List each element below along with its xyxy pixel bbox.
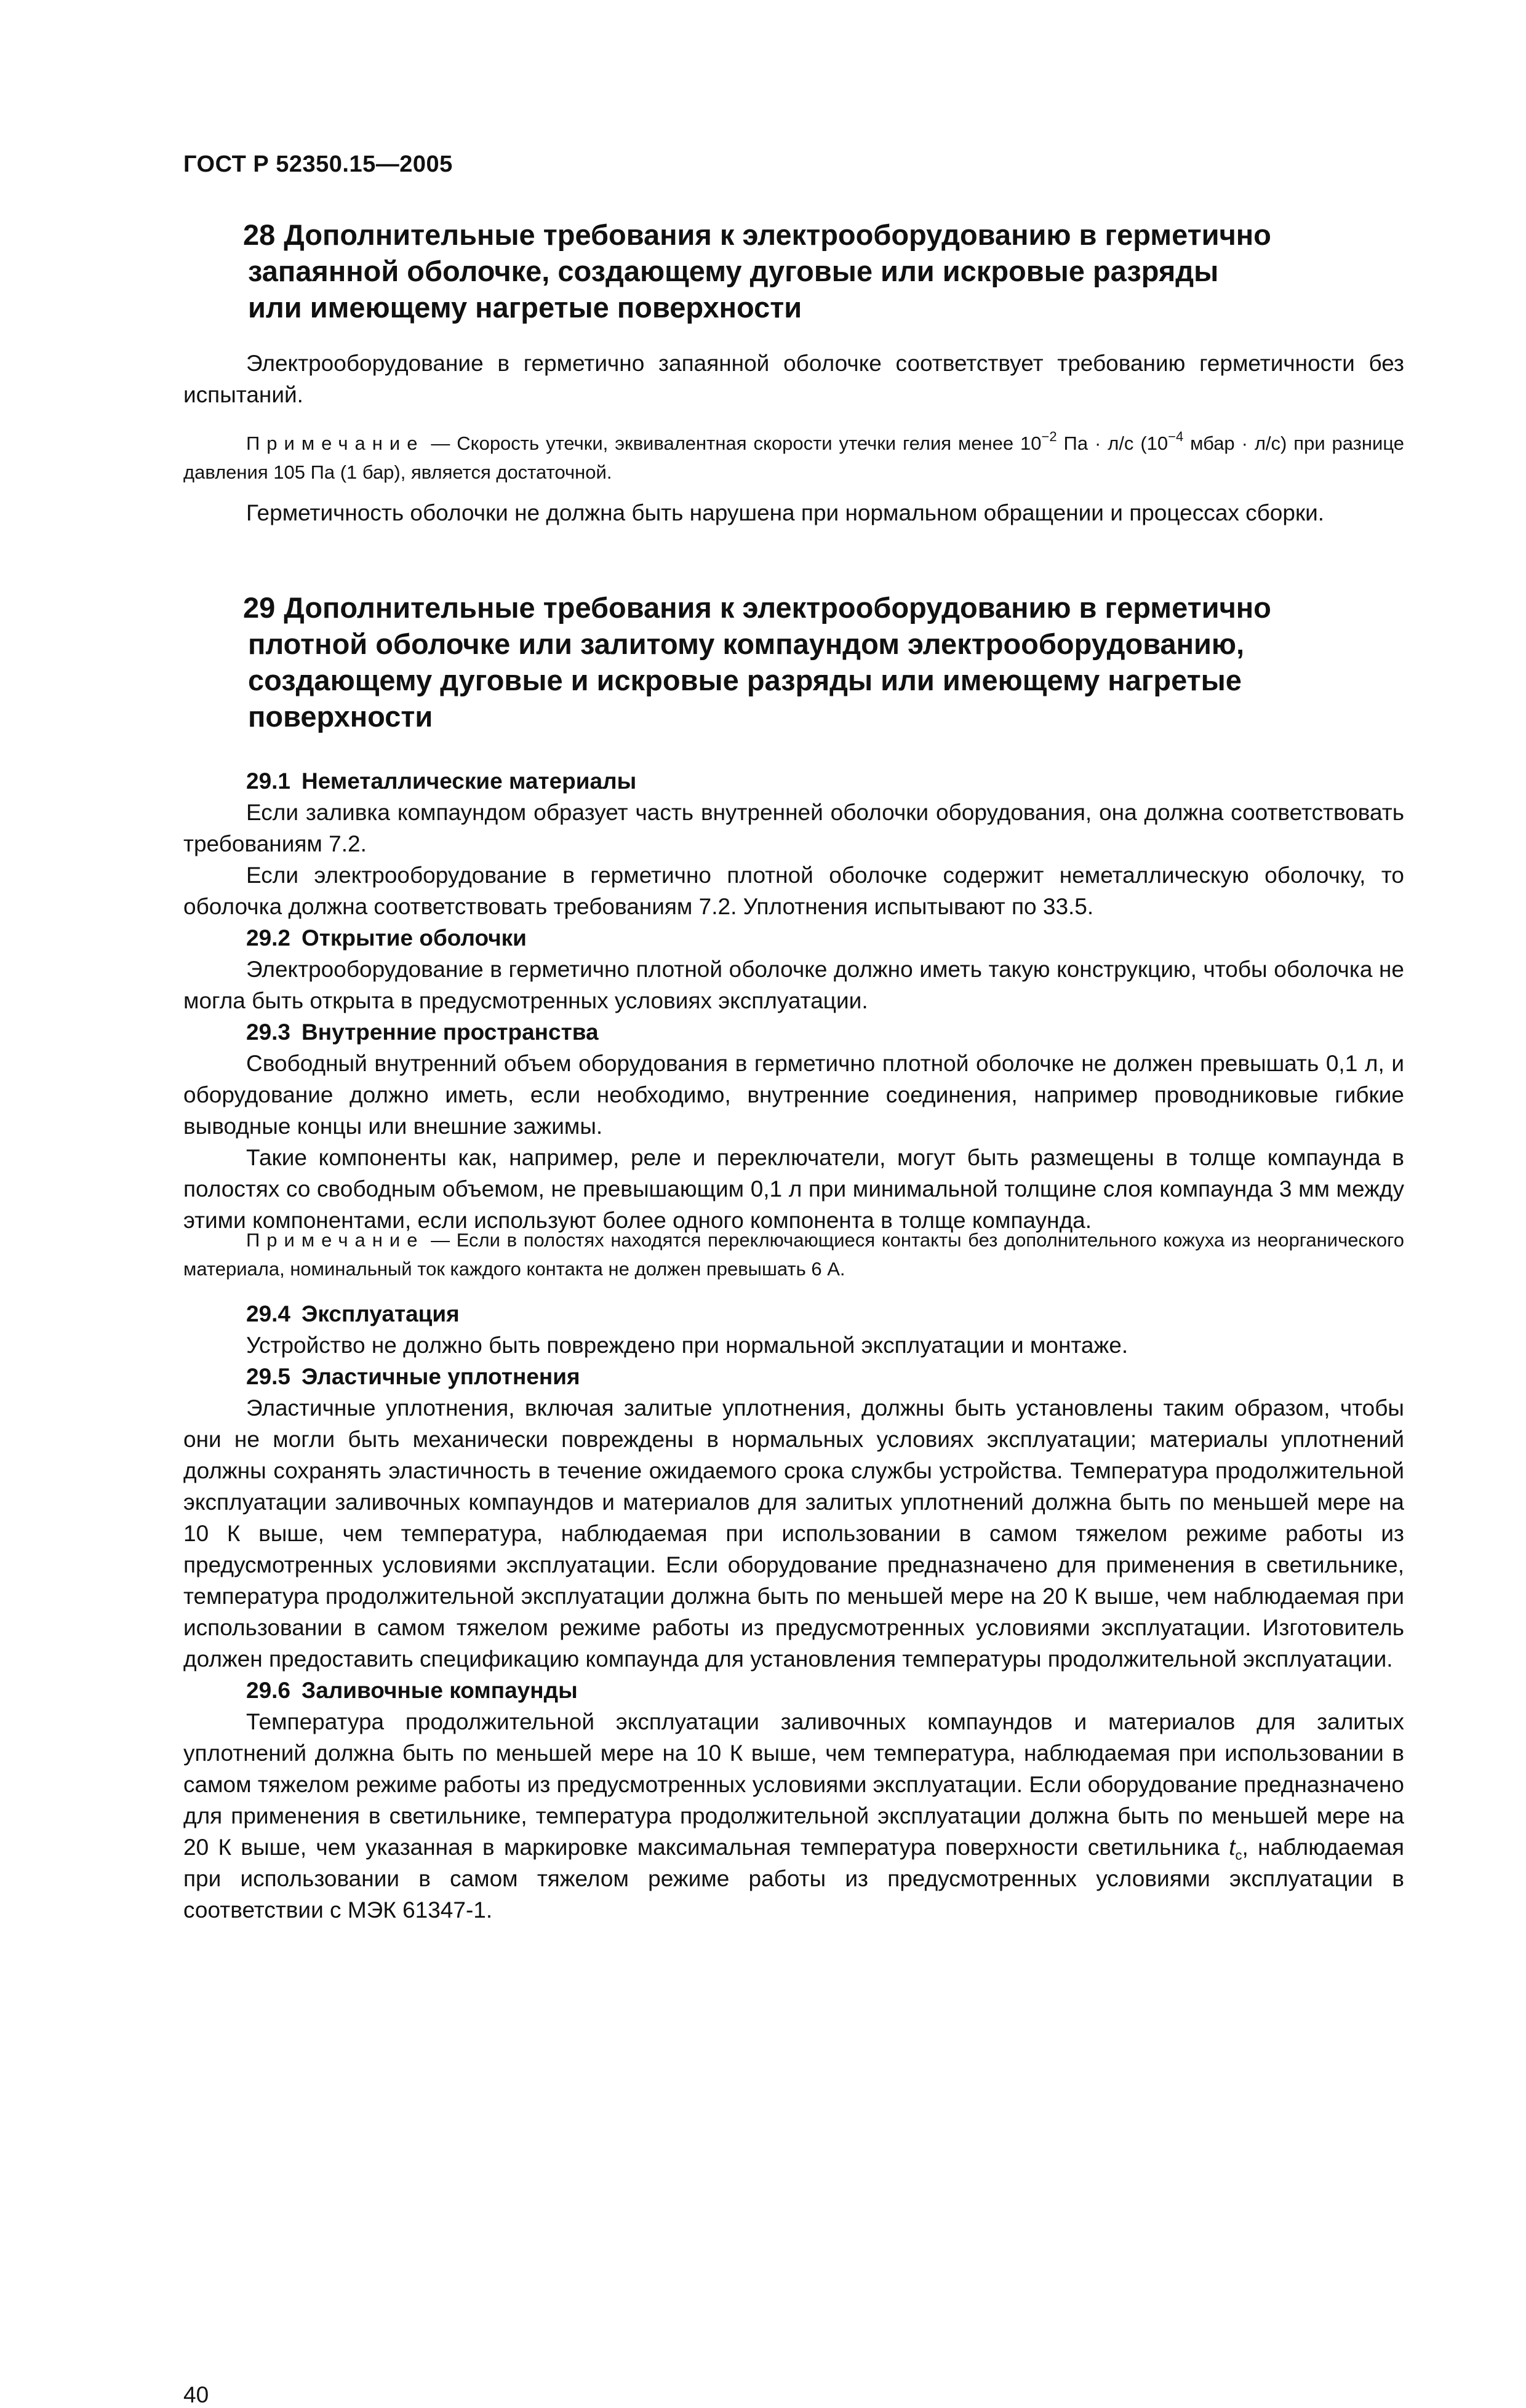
heading-line: Дополнительные требования к электрооборудованию в герметично [284,591,1271,624]
subsection-heading-29-5: 29.5 Эластичные уплотнения [246,1364,580,1389]
paragraph: Герметичность оболочки не должна быть нарушена при нормальном обращении и процессах сборки. [246,500,1325,525]
standard-code: ГОСТ Р 52350.15—2005 [183,151,453,177]
section-29-body [183,765,1404,1236]
note-label: Примечание [246,433,425,454]
subsection-heading-29-3: 29.3 Внутренние пространства [246,1019,599,1045]
paragraph: Такие компоненты как, например, реле и переключатели, могут быть размещены в толще компаунда в полостях со свободным объемом, не превышающим 0,1 л при минимальной толщине слоя компаунда 3 мм между этими компонентами, если используют более одного компонента в толще компаунда. [183,1145,1404,1233]
heading-line: Дополнительные требования к электрооборудованию в герметично [284,218,1271,251]
section-29-heading [243,589,1404,735]
paragraph: Если электрооборудование в герметично плотной оболочке содержит неметаллическую оболочку, то оболочка должна соответствовать требованиям 7.2. Уплотнения испытывают по 33.5. [183,863,1404,919]
section-28-note [183,429,1404,487]
paragraph: Свободный внутренний объем оборудования в герметично плотной оболочке не должен превышать 0,1 л, и оборудование должно иметь, если необходимо, внутренние соединения, например проводниковые гибкие выводные концы или внешние зажимы. [183,1051,1404,1139]
subsection-heading-29-6: 29.6 Заливочные компаунды [246,1678,578,1703]
section-28-body [183,348,1404,410]
section-29-3-note [183,1226,1404,1283]
section-28-heading [243,217,1404,325]
paragraph: Если заливка компаундом образует часть внутренней оболочки оборудования, она должна соответствовать требованиям 7.2. [183,800,1404,856]
section-number: 29 [243,591,276,624]
note: Примечание — Скорость утечки, эквивалентная скорости утечки гелия менее $10^{-2}$ Па · л/с ($10^{-4}$ мбар · л/с) при разнице давления 105 Па (1 бар), является достаточной. [183,429,1404,483]
page-number: 40 [183,2382,209,2407]
section-28 [183,217,1404,325]
subsection-heading-29-4: 29.4 Эксплуатация [246,1301,460,1326]
heading-line: создающему дуговые и искровые разряды или имеющему нагретые [248,664,1242,696]
paragraph: Электрооборудование в герметично запаянной оболочке соответствует требованию герметичности без испытаний. [183,351,1404,407]
note-label: Примечание [246,1229,425,1251]
heading-line: поверхности [248,700,433,733]
subsection-heading-29-1: 29.1 Неметаллические материалы [246,768,637,794]
section-29-body-2 [183,1298,1404,1926]
heading-line: или имеющему нагретые поверхности [248,291,802,324]
subsection-heading-29-2: 29.2 Открытие оболочки [246,925,527,951]
note: Примечание — Если в полостях находятся переключающиеся контакты без дополнительного кожуха из неорганического материала, номинальный ток каждого контакта не должен превышать 6 А. [183,1229,1404,1280]
paragraph: Температура продолжительной эксплуатации заливочных компаундов и материалов для залитых уплотнений должна быть по меньшей мере на 10 К выше, чем температура, наблюдаемая при использовании в самом тяжелом режиме работы из предусмотренных условиями эксплуатации. Если оборудование предназначено для применения в светильнике, температура продолжительной эксплуатации должна быть по меньшей мере на 20 К выше, чем указанная в маркировке максимальная температура поверхности светильника $t_c$, наблюдаемая при использовании в самом тяжелом режиме работы из предусмотренных условиями эксплуатации в соответствии с МЭК 61347-1. [183,1709,1404,1923]
paragraph: Электрооборудование в герметично плотной оболочке должно иметь такую конструкцию, чтобы оболочка не могла быть открыта в предусмотренных условиях эксплуатации. [183,957,1404,1013]
section-number: 28 [243,218,276,251]
paragraph: Эластичные уплотнения, включая залитые уплотнения, должны быть установлены таким образом, чтобы они не могли быть механически повреждены в нормальных условиях эксплуатации; материалы уплотнений должны сохранять эластичность в течение ожидаемого срока службы устройства. Температура продолжительной эксплуатации заливочных компаундов и материалов для залитых уплотнений должна быть по меньшей мере на 10 К выше, чем температура, наблюдаемая при использовании в самом тяжелом режиме работы из предусмотренных условиями эксплуатации. Если оборудование предназначено для применения в светильнике, температура продолжительной эксплуатации должна быть по меньшей мере на 20 К выше, чем наблюдаемая при использовании в самом тяжелом режиме работы из предусмотренных условиями эксплуатации. Изготовитель должен предоставить спецификацию компаунда для установления температуры продолжительной эксплуатации. [183,1395,1404,1672]
paragraph: Устройство не должно быть повреждено при нормальной эксплуатации и монтаже. [246,1333,1129,1358]
section-28-body-2 [183,497,1404,528]
heading-line: запаянной оболочке, создающему дуговые или искровые разряды [248,255,1219,287]
heading-line: плотной оболочке или залитому компаундом электрооборудованию, [248,628,1245,660]
section-29 [183,589,1404,735]
